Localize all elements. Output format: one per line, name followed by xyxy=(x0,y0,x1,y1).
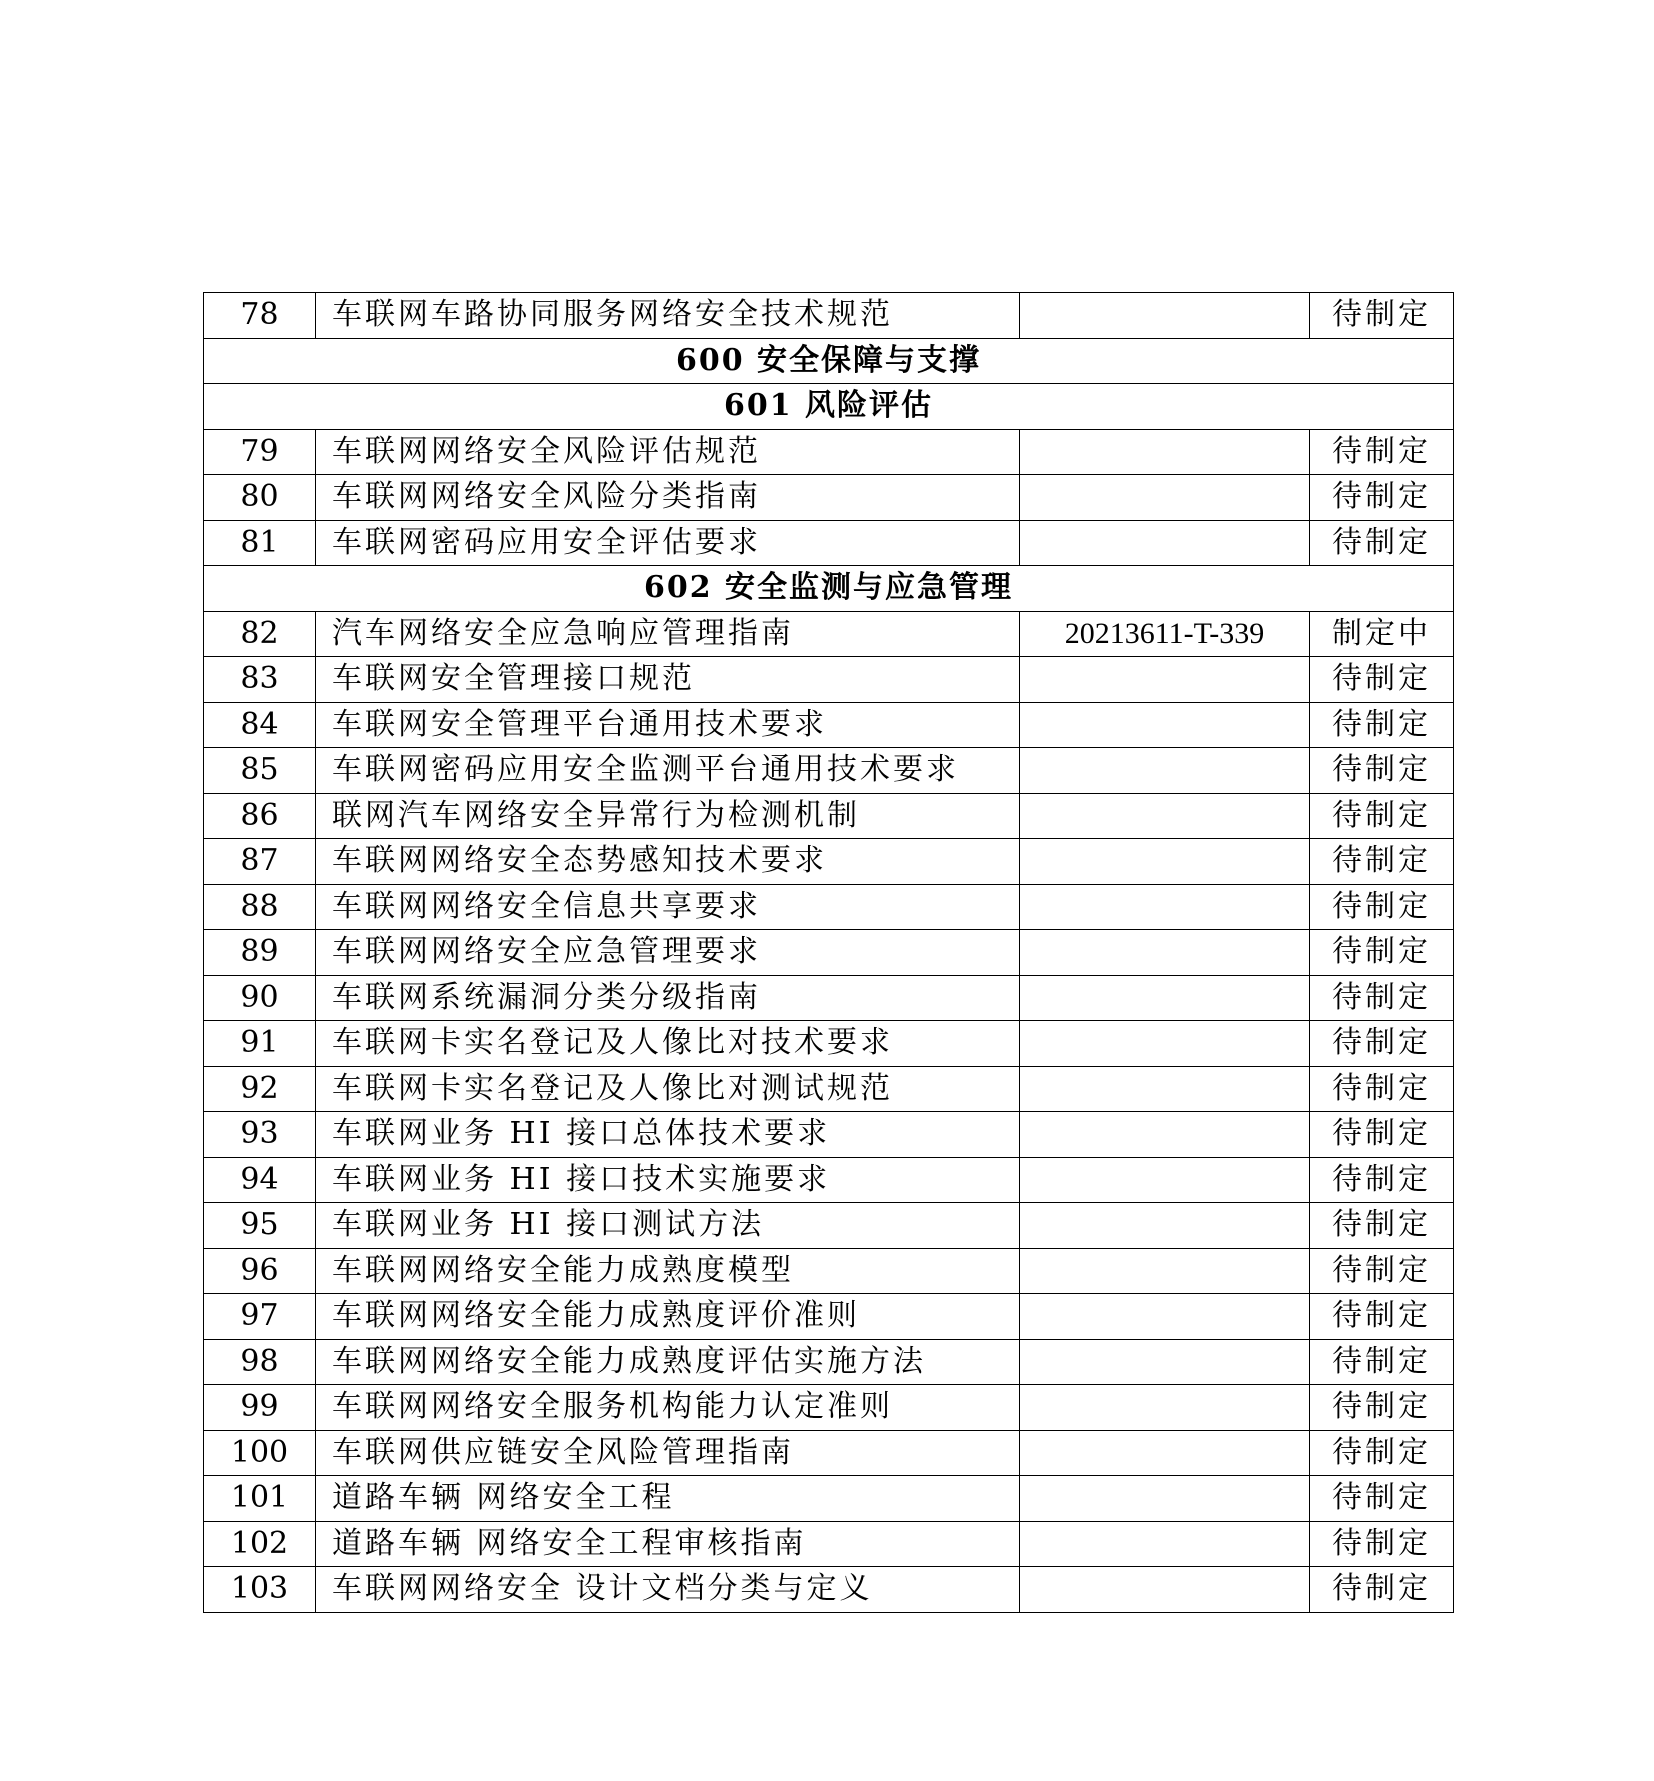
plan-number xyxy=(1020,793,1310,839)
status-text: 待制定 xyxy=(1310,1157,1454,1203)
standard-name: 车联网卡实名登记及人像比对测试规范 xyxy=(316,1066,1020,1112)
table-row xyxy=(204,1339,1454,1385)
standard-name: 车联网网络安全能力成熟度评价准则 xyxy=(316,1294,1020,1340)
standard-name: 车联网网络安全风险评估规范 xyxy=(316,429,1020,475)
status-text: 待制定 xyxy=(1310,1430,1454,1476)
standard-name: 车联网业务 HI 接口测试方法 xyxy=(316,1203,1020,1249)
standard-name: 车联网卡实名登记及人像比对技术要求 xyxy=(316,1021,1020,1067)
standards-table-body xyxy=(204,293,1454,1613)
item-number: 100 xyxy=(204,1430,316,1476)
status-text: 待制定 xyxy=(1310,884,1454,930)
status-text: 待制定 xyxy=(1310,1294,1454,1340)
standard-name: 车联网安全管理接口规范 xyxy=(316,657,1020,703)
status-text: 待制定 xyxy=(1310,748,1454,794)
status-text: 待制定 xyxy=(1310,702,1454,748)
table-row xyxy=(204,611,1454,657)
table-row xyxy=(204,1066,1454,1112)
table-row xyxy=(204,1476,1454,1522)
table-row xyxy=(204,1248,1454,1294)
status-text: 制定中 xyxy=(1310,611,1454,657)
standard-name: 车联网密码应用安全评估要求 xyxy=(316,520,1020,566)
item-number: 85 xyxy=(204,748,316,794)
plan-number xyxy=(1020,1385,1310,1431)
standard-name: 联网汽车网络安全异常行为检测机制 xyxy=(316,793,1020,839)
item-number: 92 xyxy=(204,1066,316,1112)
status-text: 待制定 xyxy=(1310,475,1454,521)
item-number: 86 xyxy=(204,793,316,839)
item-number: 103 xyxy=(204,1567,316,1613)
section-title: 600 安全保障与支撑 xyxy=(204,338,1454,384)
table-row xyxy=(204,1294,1454,1340)
section-header-row xyxy=(204,566,1454,612)
item-number: 80 xyxy=(204,475,316,521)
status-text: 待制定 xyxy=(1310,429,1454,475)
plan-number xyxy=(1020,429,1310,475)
plan-number xyxy=(1020,1339,1310,1385)
table-row xyxy=(204,884,1454,930)
standard-name: 车联网业务 HI 接口技术实施要求 xyxy=(316,1157,1020,1203)
item-number: 81 xyxy=(204,520,316,566)
standard-name: 车联网供应链安全风险管理指南 xyxy=(316,1430,1020,1476)
table-row xyxy=(204,429,1454,475)
standard-name: 车联网网络安全态势感知技术要求 xyxy=(316,839,1020,885)
status-text: 待制定 xyxy=(1310,1066,1454,1112)
item-number: 90 xyxy=(204,975,316,1021)
plan-number xyxy=(1020,1567,1310,1613)
item-number: 83 xyxy=(204,657,316,703)
item-number: 78 xyxy=(204,293,316,339)
plan-number xyxy=(1020,657,1310,703)
standard-name: 车联网网络安全 设计文档分类与定义 xyxy=(316,1567,1020,1613)
table-row xyxy=(204,475,1454,521)
standard-name: 车联网安全管理平台通用技术要求 xyxy=(316,702,1020,748)
item-number: 88 xyxy=(204,884,316,930)
status-text: 待制定 xyxy=(1310,1112,1454,1158)
item-number: 101 xyxy=(204,1476,316,1522)
plan-number xyxy=(1020,475,1310,521)
standard-name: 道路车辆 网络安全工程审核指南 xyxy=(316,1521,1020,1567)
status-text: 待制定 xyxy=(1310,975,1454,1021)
item-number: 93 xyxy=(204,1112,316,1158)
plan-number xyxy=(1020,975,1310,1021)
status-text: 待制定 xyxy=(1310,1521,1454,1567)
status-text: 待制定 xyxy=(1310,1385,1454,1431)
standard-name: 车联网网络安全信息共享要求 xyxy=(316,884,1020,930)
section-header-row xyxy=(204,384,1454,430)
table-row xyxy=(204,1385,1454,1431)
status-text: 待制定 xyxy=(1310,793,1454,839)
section-header-row xyxy=(204,338,1454,384)
standards-table xyxy=(203,292,1454,1613)
plan-number xyxy=(1020,1203,1310,1249)
table-row xyxy=(204,748,1454,794)
table-row xyxy=(204,520,1454,566)
plan-number xyxy=(1020,1521,1310,1567)
table-row xyxy=(204,702,1454,748)
table-row xyxy=(204,839,1454,885)
plan-number: 20213611-T-339 xyxy=(1020,611,1310,657)
plan-number xyxy=(1020,1294,1310,1340)
status-text: 待制定 xyxy=(1310,657,1454,703)
plan-number xyxy=(1020,884,1310,930)
status-text: 待制定 xyxy=(1310,930,1454,976)
plan-number xyxy=(1020,293,1310,339)
status-text: 待制定 xyxy=(1310,293,1454,339)
plan-number xyxy=(1020,1476,1310,1522)
standard-name: 汽车网络安全应急响应管理指南 xyxy=(316,611,1020,657)
status-text: 待制定 xyxy=(1310,1339,1454,1385)
standard-name: 车联网系统漏洞分类分级指南 xyxy=(316,975,1020,1021)
status-text: 待制定 xyxy=(1310,1567,1454,1613)
item-number: 87 xyxy=(204,839,316,885)
status-text: 待制定 xyxy=(1310,1203,1454,1249)
table-row xyxy=(204,1203,1454,1249)
item-number: 91 xyxy=(204,1021,316,1067)
item-number: 79 xyxy=(204,429,316,475)
status-text: 待制定 xyxy=(1310,1476,1454,1522)
item-number: 94 xyxy=(204,1157,316,1203)
status-text: 待制定 xyxy=(1310,839,1454,885)
plan-number xyxy=(1020,1248,1310,1294)
plan-number xyxy=(1020,520,1310,566)
item-number: 96 xyxy=(204,1248,316,1294)
table-row xyxy=(204,1112,1454,1158)
plan-number xyxy=(1020,839,1310,885)
standard-name: 车联网业务 HI 接口总体技术要求 xyxy=(316,1112,1020,1158)
plan-number xyxy=(1020,702,1310,748)
standard-name: 车联网网络安全能力成熟度评估实施方法 xyxy=(316,1339,1020,1385)
table-row xyxy=(204,1521,1454,1567)
standard-name: 车联网网络安全风险分类指南 xyxy=(316,475,1020,521)
standard-name: 道路车辆 网络安全工程 xyxy=(316,1476,1020,1522)
table-row xyxy=(204,1021,1454,1067)
item-number: 84 xyxy=(204,702,316,748)
item-number: 95 xyxy=(204,1203,316,1249)
table-row xyxy=(204,793,1454,839)
table-row xyxy=(204,930,1454,976)
plan-number xyxy=(1020,1021,1310,1067)
plan-number xyxy=(1020,1066,1310,1112)
standard-name: 车联网密码应用安全监测平台通用技术要求 xyxy=(316,748,1020,794)
table-row xyxy=(204,1430,1454,1476)
standard-name: 车联网车路协同服务网络安全技术规范 xyxy=(316,293,1020,339)
item-number: 98 xyxy=(204,1339,316,1385)
standard-name: 车联网网络安全服务机构能力认定准则 xyxy=(316,1385,1020,1431)
plan-number xyxy=(1020,1157,1310,1203)
table-row xyxy=(204,1567,1454,1613)
section-title: 601 风险评估 xyxy=(204,384,1454,430)
plan-number xyxy=(1020,1112,1310,1158)
status-text: 待制定 xyxy=(1310,520,1454,566)
item-number: 102 xyxy=(204,1521,316,1567)
table-row xyxy=(204,975,1454,1021)
section-title: 602 安全监测与应急管理 xyxy=(204,566,1454,612)
table-row xyxy=(204,657,1454,703)
table-row xyxy=(204,1157,1454,1203)
plan-number xyxy=(1020,930,1310,976)
plan-number xyxy=(1020,1430,1310,1476)
item-number: 99 xyxy=(204,1385,316,1431)
item-number: 97 xyxy=(204,1294,316,1340)
status-text: 待制定 xyxy=(1310,1248,1454,1294)
table-row xyxy=(204,293,1454,339)
standard-name: 车联网网络安全应急管理要求 xyxy=(316,930,1020,976)
status-text: 待制定 xyxy=(1310,1021,1454,1067)
item-number: 89 xyxy=(204,930,316,976)
plan-number xyxy=(1020,748,1310,794)
item-number: 82 xyxy=(204,611,316,657)
standard-name: 车联网网络安全能力成熟度模型 xyxy=(316,1248,1020,1294)
